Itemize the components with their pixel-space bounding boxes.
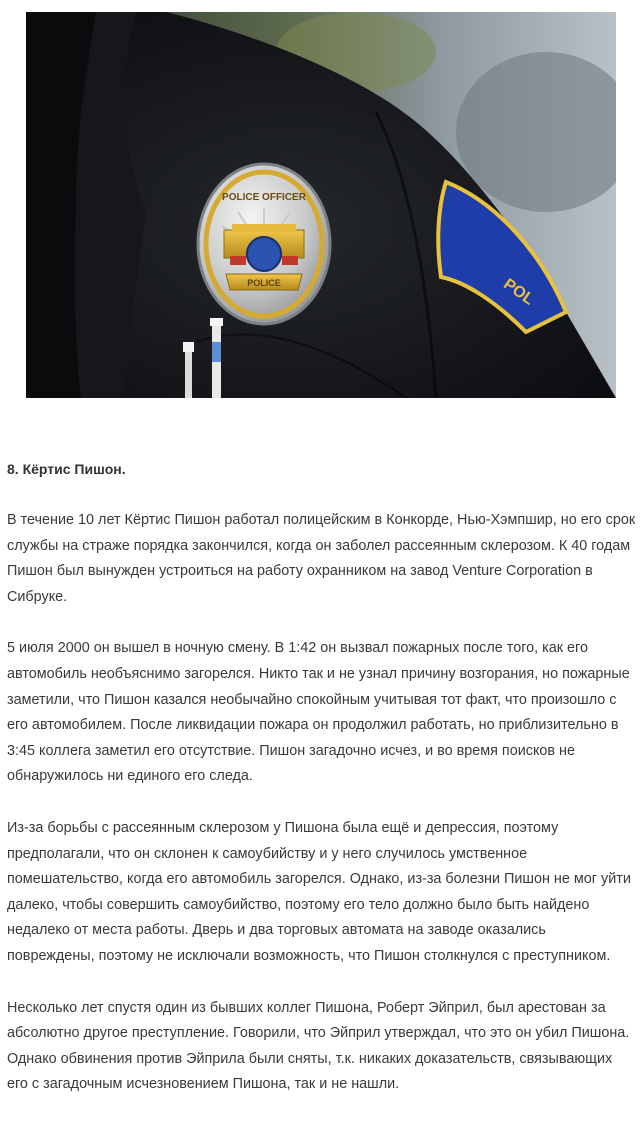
article-heading: 8. Кёртис Пишон. (7, 461, 126, 477)
badge-top-text: POLICE OFFICER (222, 192, 306, 203)
paragraph-1: В течение 10 лет Кёртис Пишон работал полицейским в Конкорде, Нью-Хэмпшир, но его срок службы на страже порядка закончился, когда он заболел рассеянным склерозом. К 40 годам Пишон был вынужден устроиться на работу охранником на завод Venture Corporation в Сибруке. (7, 512, 636, 605)
paragraph-4: Несколько лет спустя один из бывших коллег Пишона, Роберт Эйприл, был арестован за абсолютно другое преступление. Говорили, что Эйприл утверждал, что это он убил Пишона. Однако обвинения против Эйприла были сняты, т.к. никаких доказательств, связывающих его с загадочным исчезновением Пишона, так и не нашли. (7, 999, 630, 1093)
badge-bottom-text: POLICE (247, 278, 281, 288)
paragraph-3: Из-за борьбы с рассеянным склерозом у Пишона была ещё и депрессия, поэтому предполагали, что он склонен к самоубийству и у него случилось умственное помешательство, когда его автомобиль загорелся. Однако, из-за болезни Пишон не мог уйти далеко, чтобы совершить самоубийство, поэтому его тело должно было быть найдено недалеко от места работы. Дверь и два торговых автомата на заводе оказались повреждены, поэтому не исключали возможность, что Пишон столкнулся с преступником. (7, 819, 631, 964)
police-officer-photo (26, 12, 616, 398)
police-badge-icon (198, 164, 330, 324)
shoulder-patch-text: POL (500, 275, 537, 309)
article-body (7, 456, 637, 1124)
article-photo (26, 12, 616, 398)
paragraph-2: 5 июля 2000 он вышел в ночную смену. В 1:42 он вызвал пожарных после того, как его автомобиль необъяснимо загорелся. Никто так и не узнал причину возгорания, но пожарные заметили, что Пишон казался необычайно спокойным учитывая тот факт, что произошло с его автомобилем. После ликвидации пожара он продолжил работать, но приблизительно в 3:45 коллега заметил его отсутствие. Пишон загадочно исчез, и во время поисков не обнаружилось ни единого его следа. (7, 640, 630, 785)
